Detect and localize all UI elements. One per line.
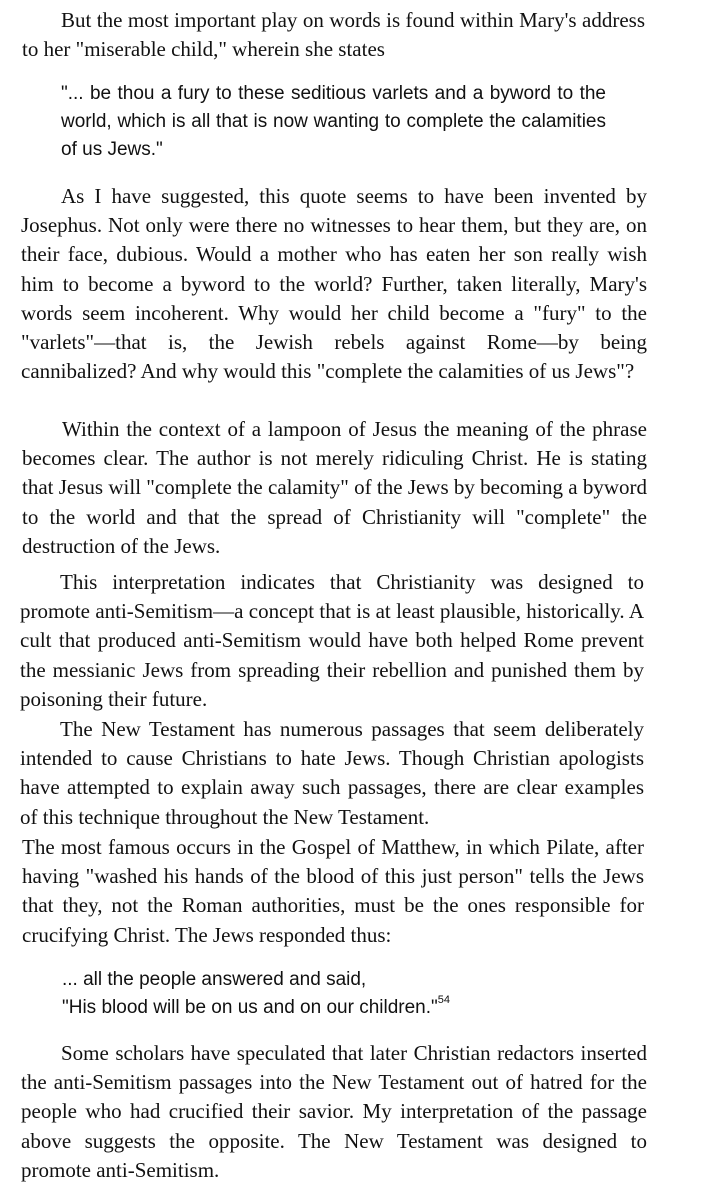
paragraph-lampoon-context: Within the context of a lampoon of Jesus the meaning of the phrase becomes clear. The author is not merely ridiculing Christ. He is stating that Jesus will "complete the calamity" of the Jews by becoming a byword to the world and that the spread of Christianity will "complete" the destruction of the Jews.: [22, 417, 647, 558]
block-quote-blood: [62, 966, 582, 1024]
paragraph-mary-address: But the most important play on words is found within Mary's address to her "miserable child," wherein she states: [22, 8, 645, 62]
footnote-marker: 54: [437, 994, 451, 1006]
quote-line-people-answered: ... all the people answered and said,: [62, 969, 367, 990]
quote-line-his-blood: [62, 994, 582, 1024]
paragraph-new-testament-passages: The New Testament has numerous passages that seem deliberately intended to cause Christians to hate Jews. Though Christian apologists have attempted to explain away such passages, there are clear examples of this technique throughout the New Testament.: [20, 717, 644, 829]
paragraph-scholars-speculated: Some scholars have speculated that later Christian redactors inserted the anti-Semitism passages into the New Testament out of hatred for the people who had crucified their savior. My interpretation of the passage above suggests the opposite. The New Testament was designed to promote anti-Semitism.: [21, 1041, 647, 1182]
block-quote-fury: "... be thou a fury to these seditious varlets and a byword to the world, which is all that is now wanting to complete the calamities of us Jews.": [61, 83, 606, 160]
paragraph-gospel-of-matthew: The most famous occurs in the Gospel of Matthew, in which Pilate, after having "washed his hands of the blood of this just person" tells the Jews that they, not the Roman authorities, must be the ones responsible for crucifying Christ. The Jews responded thus:: [22, 835, 644, 947]
quote-text-his-blood: "His blood will be on us and on our children.": [62, 997, 438, 1018]
paragraph-invented-by-josephus: As I have suggested, this quote seems to have been invented by Josephus. Not only were there no witnesses to hear them, but they are, on their face, dubious. Would a mother who has eaten her son really wish him to become a byword to the world? Further, taken literally, Mary's words seem incoherent. Why would her child become a "fury" to the "varlets"—that is, the Jewish rebels against Rome—by being cannibalized? And why would this "complete the calamities of us Jews"?: [21, 184, 647, 384]
paragraph-interpretation: This interpretation indicates that Christianity was designed to promote anti-Semitism—a concept that is at least plausible, historically. A cult that produced anti-Semitism would have both helped Rome prevent the messianic Jews from spreading their rebellion and punished them by poisoning their future.: [20, 570, 644, 711]
